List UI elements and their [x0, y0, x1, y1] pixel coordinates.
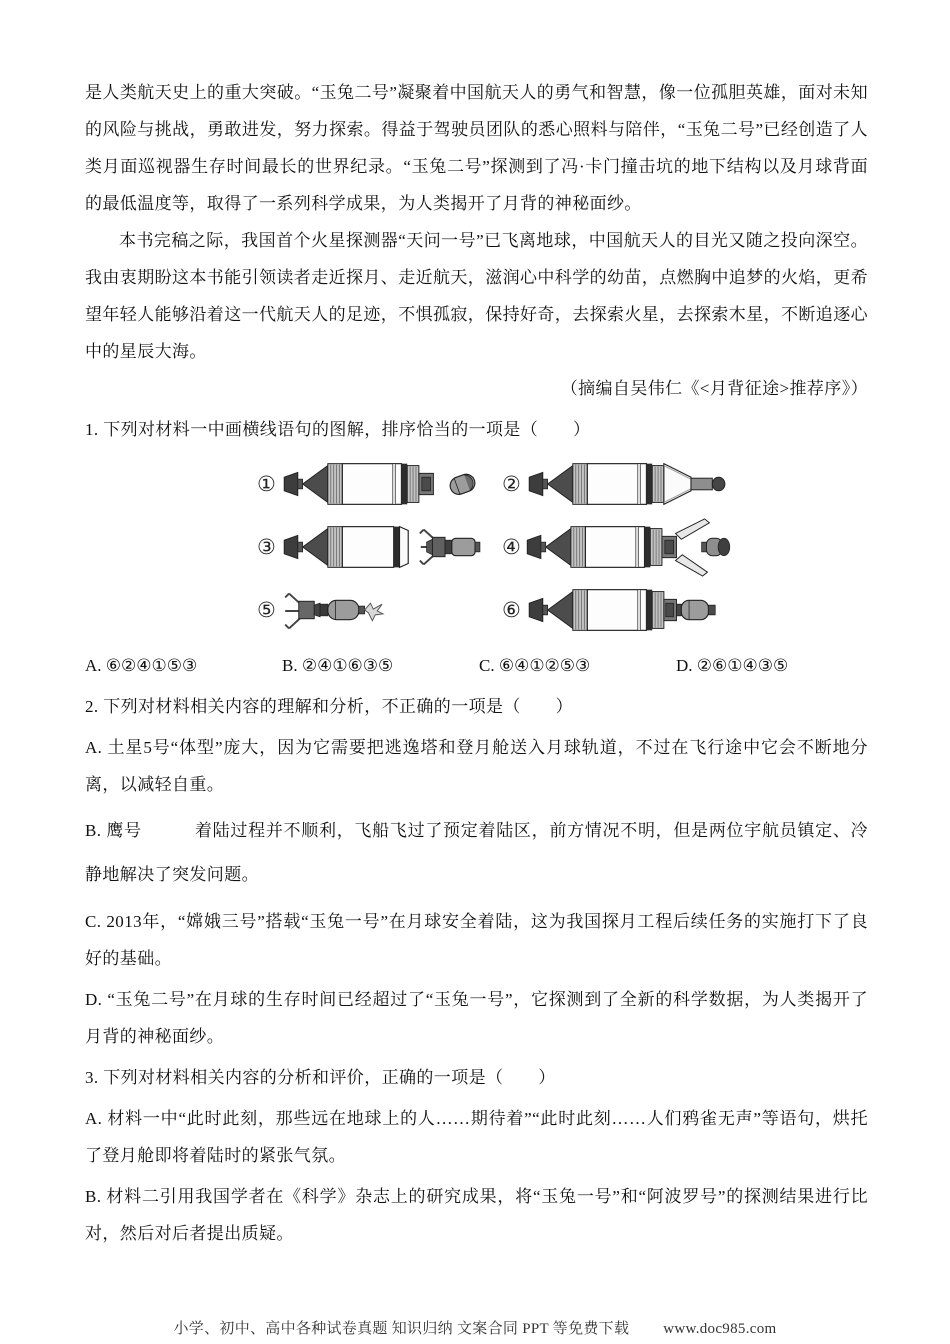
q1-option-c: C. ⑥④①②⑤③ — [479, 656, 591, 675]
figure-label-2: ② — [502, 471, 521, 496]
figure-label-4: ④ — [502, 534, 521, 559]
page-footer — [0, 1317, 950, 1338]
question-2-stem: 2. 下列对材料相关内容的理解和分析，不正确的一项是（ ） — [85, 697, 573, 716]
q2-option-b: B. 鹰号 着陆过程并不顺利，飞船飞过了预定着陆区，前方情况不明，但是两位宇航员镇定、冷静地解决了突发问题。 — [85, 821, 868, 884]
question-1-options — [85, 647, 868, 684]
figure-label-6: ⑥ — [502, 597, 521, 622]
passage-paragraph-2: 本书完稿之际，我国首个火星探测器“天问一号”已飞离地球，中国航天人的目光又随之投向深空。我由衷期盼这本书能引领读者走近探月、走近航天，滋润心中科学的幼苗，点燃胸中追梦的火焰，更希望年轻人能够沿着这一代航天人的足迹，不惧孤寂，保持好奇，去探索火星，去探索木星，不断追逐心中的星辰大海。 — [85, 231, 868, 361]
figure-item-5 — [257, 578, 502, 641]
passage-citation: （摘编自吴伟仁《<月背征途>推荐序》） — [560, 379, 868, 398]
passage-paragraph-1: 是人类航天史上的重大突破。“玉兔二号”凝聚着中国航天人的勇气和智慧，像一位孤胆英雄，面对未知的风险与挑战，勇敢进发，努力探索。得益于驾驶员团队的悉心照料与陪伴，“玉兔二号”已经创造了人类月面巡视器生存时间最长的世界纪录。“玉兔二号”探测到了冯·卡门撞击坑的地下结构以及月球背面的最低温度等，取得了一系列科学成果，为人类揭开了月背的神秘面纱。 — [85, 83, 868, 213]
footer-promo-text: 小学、初中、高中各种试卷真题 知识归纳 文案合同 PPT 等免费下载 — [173, 1321, 630, 1337]
rocket-sequence-figure — [257, 452, 868, 641]
rocket-with-separated-lander-illustration — [278, 516, 490, 578]
figure-label-3: ③ — [257, 534, 276, 559]
footer-site-url: www.doc985.com — [663, 1321, 777, 1337]
figure-item-6 — [502, 578, 747, 641]
q2-option-d: D. “玉兔二号”在月球的生存时间已经超过了“玉兔一号”，它探测到了全新的科学数据，为人类揭开了月背的神秘面纱。 — [85, 990, 868, 1046]
figure-item-4 — [502, 515, 747, 578]
figure-label-1: ① — [257, 471, 276, 496]
q3-option-b: B. 材料二引用我国学者在《科学》杂志上的研究成果，将“玉兔一号”和“阿波罗号”的探测结果进行比对，然后对后者提出质疑。 — [85, 1187, 868, 1243]
q2-option-a: A. 土星5号“体型”庞大，因为它需要把逃逸塔和登月舱送入月球轨道，不过在飞行途中它会不断地分离，以减轻自重。 — [85, 738, 868, 794]
figure-item-3 — [257, 515, 502, 578]
rocket-with-separated-capsule-illustration — [278, 453, 490, 515]
q1-option-d: D. ②⑥①④③⑤ — [676, 656, 789, 675]
q3-option-a: A. 材料一中“此时此刻，那些远在地球上的人……期待着”“此时此刻……人们鸦雀无声”等语句，烘托了登月舱即将着陆时的紧张气氛。 — [85, 1109, 868, 1165]
question-1-stem: 1. 下列对材料一中画横线语句的图解，排序恰当的一项是（ ） — [85, 420, 591, 439]
q2-option-c: C. 2013年，“嫦娥三号”搭载“玉兔一号”在月球安全着陆，这为我国探月工程后续任务的实施打下了良好的基础。 — [85, 912, 868, 968]
rocket-with-attached-capsule-illustration — [523, 579, 735, 641]
question-3-stem: 3. 下列对材料相关内容的分析和评价，正确的一项是（ ） — [85, 1068, 556, 1087]
q1-option-a: A. ⑥②④①⑤③ — [85, 656, 198, 675]
q1-option-b: B. ②④①⑥③⑤ — [282, 656, 394, 675]
full-rocket-with-escape-tower-illustration — [523, 453, 735, 515]
figure-label-5: ⑤ — [257, 597, 276, 622]
rocket-fairing-jettison-illustration — [523, 516, 735, 578]
figure-item-1 — [257, 452, 502, 515]
lander-with-thrust-illustration — [278, 579, 490, 641]
figure-item-2 — [502, 452, 747, 515]
